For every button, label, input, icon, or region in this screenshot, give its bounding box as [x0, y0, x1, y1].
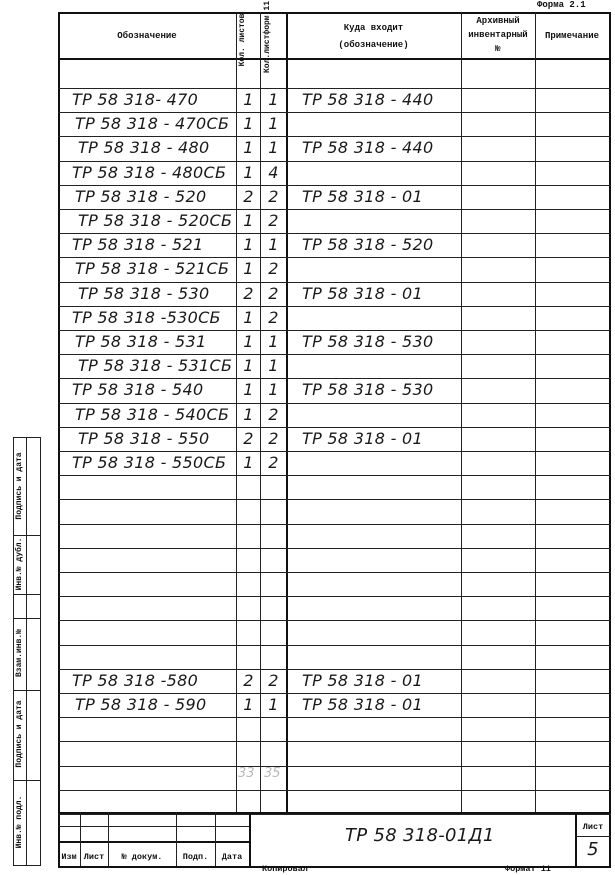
cell-sheet-count: 2 — [243, 429, 254, 448]
row-line — [58, 378, 611, 379]
footer-doc-no: № докум. — [121, 852, 163, 862]
footer-designation: ТР 58 318-01Д1 — [345, 825, 495, 846]
row-line — [58, 306, 611, 307]
header-where-line2: (обозначение) — [338, 40, 409, 50]
cell-sheet-count-format: 1 — [268, 380, 279, 399]
cell-where: ТР 58 318 - 520 — [302, 235, 434, 254]
cell-sheet-count: 1 — [243, 138, 254, 157]
footer-izm: Изм — [61, 852, 77, 862]
cell-sheet-count-format: 2 — [268, 453, 279, 472]
cell-designation: ТР 58 318 - 480 — [78, 138, 210, 157]
row-line — [58, 451, 611, 452]
cell-designation: ТР 58 318 - 521СБ — [75, 259, 230, 278]
cell-where: ТР 58 318 - 440 — [302, 90, 434, 109]
cell-sheet-count-format: 2 — [268, 429, 279, 448]
row-line — [58, 741, 611, 742]
row-line — [58, 427, 611, 428]
cell-sheet-count: 1 — [243, 90, 254, 109]
side-sign-date-1: Подпись и дата — [15, 452, 24, 520]
footer-date: Дата — [221, 852, 243, 862]
cell-sheet-count: 1 — [243, 380, 254, 399]
header-archive-line1: Архивный — [476, 16, 520, 26]
cell-sheet-count: 2 — [243, 284, 254, 303]
cell-sheet-count-format: 1 — [268, 695, 279, 714]
row-line — [58, 693, 611, 694]
cell-where: ТР 58 318 - 530 — [302, 332, 434, 351]
cell-sheet-count-format: 1 — [268, 138, 279, 157]
cell-sheet-count-format: 2 — [268, 187, 279, 206]
row-line — [58, 717, 611, 718]
row-line — [58, 499, 611, 500]
cell-where: ТР 58 318 - 01 — [302, 695, 423, 714]
cell-where: ТР 58 318 - 01 — [302, 671, 423, 690]
cell-designation: ТР 58 318 - 470СБ — [75, 114, 230, 133]
cell-sheet-count: 2 — [243, 671, 254, 690]
cell-designation: ТР 58 318 - 531 — [75, 332, 207, 351]
cell-designation: ТР 58 318 - 550 — [78, 429, 210, 448]
row-line — [58, 136, 611, 137]
row-line — [58, 161, 611, 162]
row-line — [58, 354, 611, 355]
cell-designation: ТР 58 318 - 540 — [72, 380, 204, 399]
cell-sheet-count-format: 1 — [268, 356, 279, 375]
row-line — [58, 282, 611, 283]
cell-designation: ТР 58 318 - 480СБ — [72, 163, 227, 182]
cell-sheet-count: 2 — [243, 187, 254, 206]
cell-where: ТР 58 318 - 01 — [302, 284, 423, 303]
cell-designation: ТР 58 318 - 520 — [75, 187, 207, 206]
cell-sheet-count: 1 — [243, 695, 254, 714]
cell-designation: ТР 58 318 - 540СБ — [75, 405, 230, 424]
faint-count-format-mark: 35 — [264, 766, 281, 781]
row-line — [58, 209, 611, 210]
cell-sheet-count-format: 2 — [268, 211, 279, 230]
cell-sheet-count: 1 — [243, 356, 254, 375]
header-where-line1: Куда входит — [343, 23, 404, 33]
cell-sheet-count-format: 1 — [268, 235, 279, 254]
header-archive-line3: № — [495, 44, 501, 54]
footer-format: Формат 11 — [505, 864, 551, 874]
cell-sheet-count: 1 — [243, 453, 254, 472]
header-sheet-count: Кол. листов — [238, 13, 247, 67]
cell-designation: ТР 58 318 - 550СБ — [72, 453, 227, 472]
row-line — [58, 524, 611, 525]
cell-designation: ТР 58 318 - 590 — [75, 695, 207, 714]
row-line — [58, 572, 611, 573]
cell-sheet-count: 1 — [243, 163, 254, 182]
row-line — [58, 548, 611, 549]
side-replace-inv: Взам.инв.№ — [15, 629, 24, 678]
cell-sheet-count: 1 — [243, 211, 254, 230]
cell-designation: ТР 58 318 - 521 — [72, 235, 204, 254]
header-note: Примечание — [544, 31, 599, 41]
row-line — [58, 330, 611, 331]
cell-designation: ТР 58 318 - 531СБ — [78, 356, 233, 375]
row-line — [58, 475, 611, 476]
side-orig-inv: Инв.№ подл. — [15, 795, 24, 849]
cell-sheet-count-format: 2 — [268, 405, 279, 424]
cell-sheet-count: 1 — [243, 308, 254, 327]
row-line — [58, 233, 611, 234]
cell-designation: ТР 58 318 - 530 — [78, 284, 210, 303]
cell-sheet-count-format: 2 — [268, 671, 279, 690]
cell-sheet-count: 1 — [243, 235, 254, 254]
header-archive-line2: инвентарный — [468, 30, 528, 40]
cell-where: ТР 58 318 - 01 — [302, 187, 423, 206]
row-line — [58, 257, 611, 258]
cell-sheet-count-format: 2 — [268, 308, 279, 327]
side-sign-date-2: Подпись и дата — [15, 700, 24, 768]
cell-where: ТР 58 318 - 440 — [302, 138, 434, 157]
row-line — [58, 620, 611, 621]
footer-list: Лист — [83, 852, 105, 862]
cell-sheet-count-format: 1 — [268, 90, 279, 109]
footer-sheet-number: 5 — [587, 839, 599, 860]
cell-designation: ТР 58 318 -530СБ — [72, 308, 221, 327]
cell-designation: ТР 58 318 -580 — [72, 671, 199, 690]
row-line — [58, 814, 611, 815]
cell-sheet-count-format: 1 — [268, 114, 279, 133]
row-line — [58, 596, 611, 597]
side-dup-inv: Инв.№ дубл. — [15, 537, 24, 591]
row-line — [58, 669, 611, 670]
row-line — [58, 766, 611, 767]
cell-designation: ТР 58 318 - 520СБ — [78, 211, 233, 230]
footer-sheet-label: Лист — [582, 822, 604, 832]
row-line — [58, 88, 611, 89]
header-designation: Обозначение — [117, 31, 177, 41]
cell-sheet-count-format: 4 — [268, 163, 279, 182]
cell-sheet-count: 1 — [243, 259, 254, 278]
cell-sheet-count-format: 2 — [268, 284, 279, 303]
cell-where: ТР 58 318 - 01 — [302, 429, 423, 448]
cell-sheet-count: 1 — [243, 332, 254, 351]
row-line — [58, 403, 611, 404]
form-label: Форма 2.1 — [537, 0, 586, 10]
cell-sheet-count: 1 — [243, 114, 254, 133]
cell-designation: ТР 58 318- 470 — [72, 90, 199, 109]
row-line — [58, 790, 611, 791]
row-line — [58, 112, 611, 113]
header-sheet-count-format: Кол.листформ.11 — [263, 0, 272, 73]
row-line — [58, 185, 611, 186]
footer-sign: Подп. — [182, 852, 209, 862]
cell-sheet-count-format: 2 — [268, 259, 279, 278]
cell-where: ТР 58 318 - 530 — [302, 380, 434, 399]
row-line — [58, 645, 611, 646]
cell-sheet-count-format: 1 — [268, 332, 279, 351]
faint-count-mark: 33 — [238, 766, 255, 781]
footer-copied: Копировал — [262, 864, 308, 874]
cell-sheet-count: 1 — [243, 405, 254, 424]
